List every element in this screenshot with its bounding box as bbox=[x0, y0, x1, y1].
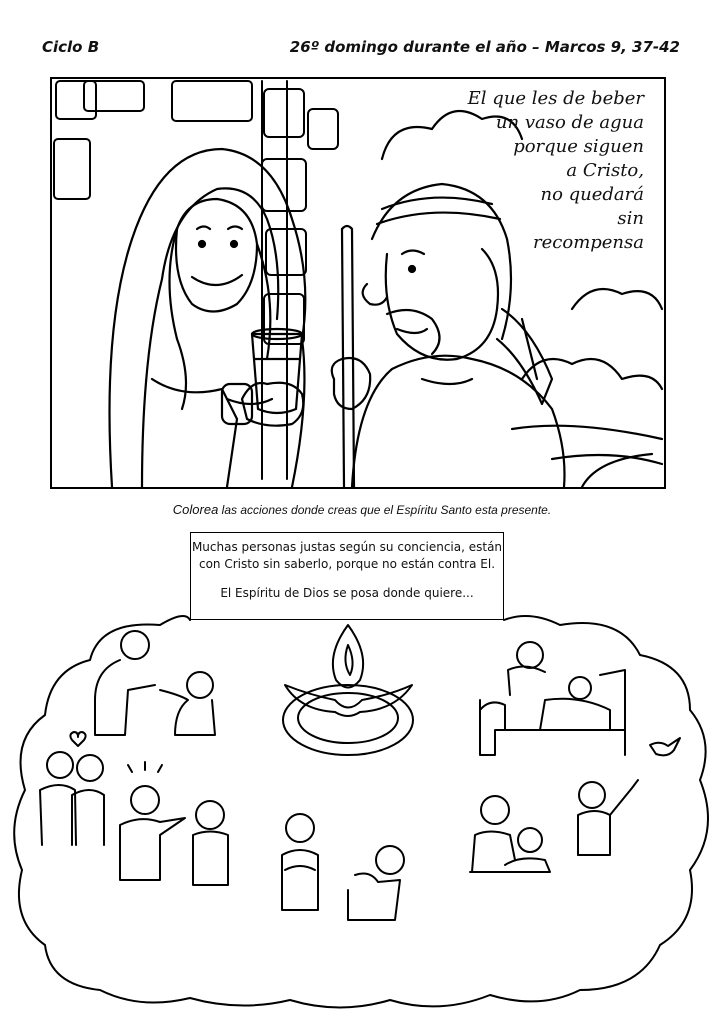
reflection-line: con Cristo sin saberlo, porque no están contra El. bbox=[198, 557, 496, 571]
actions-cloud-illustration bbox=[0, 600, 724, 1020]
coloring-instruction bbox=[0, 502, 724, 517]
illustration-woman-giving-water bbox=[50, 77, 666, 489]
gospel-quote bbox=[404, 87, 644, 255]
reflection-line: Muchas personas justas según su conciencia, están bbox=[191, 540, 503, 554]
quote-line: porque siguen bbox=[513, 136, 644, 157]
quote-line: recompensa bbox=[533, 232, 644, 253]
cycle-label: Ciclo B bbox=[42, 38, 100, 56]
quote-line: no quedará bbox=[540, 184, 644, 205]
sulking-figure bbox=[282, 814, 318, 910]
instruction-text: las acciones donde creas que el Espíritu Santo esta presente. bbox=[221, 503, 552, 517]
couple-figures bbox=[40, 732, 104, 845]
small-dove-icon bbox=[650, 738, 680, 755]
quote-line: un vaso de agua bbox=[495, 112, 644, 133]
holy-spirit-dove-icon bbox=[283, 625, 413, 755]
teaching-figures bbox=[470, 796, 550, 872]
page-header bbox=[0, 38, 724, 66]
instruction-lead: Colorea bbox=[172, 502, 219, 517]
offering-figure bbox=[578, 780, 638, 855]
glass-of-water bbox=[252, 329, 302, 413]
gospel-reference: 26º domingo durante el año – Marcos 9, 37-42 bbox=[289, 38, 680, 56]
helping-figures bbox=[95, 631, 215, 735]
quote-line: a Cristo, bbox=[566, 160, 644, 181]
woman-figure bbox=[110, 149, 306, 487]
reflection-line: El Espíritu de Dios se posa donde quiere... bbox=[220, 586, 474, 600]
sick-visit-figures bbox=[480, 642, 625, 755]
shouting-figure bbox=[120, 762, 228, 885]
quote-line: El que les de beber bbox=[467, 88, 644, 109]
quote-line: sin bbox=[617, 208, 644, 229]
kneeling-helper-figure bbox=[348, 846, 404, 920]
